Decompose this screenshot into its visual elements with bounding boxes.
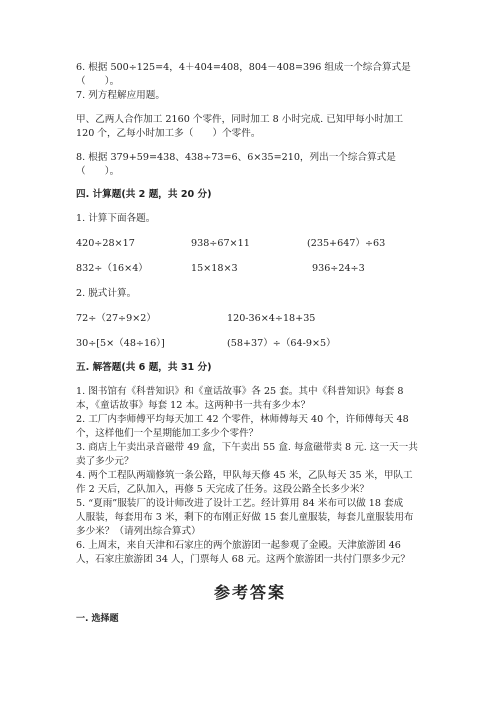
question-8-line-2: （ ）。 — [76, 166, 120, 177]
problem-line: 1. 图书馆有《科普知识》和《童话故事》各 25 套。其中《科普知识》每套 8 — [76, 386, 404, 397]
question-7-heading: 7. 列方程解应用题。 — [76, 90, 165, 101]
problem-line: 人，石家庄旅游团 34 人，门票每人 68 元。这两个旅游团一共付门票多少元？ — [76, 554, 411, 565]
section-5-heading: 五. 解答题(共 6 题，共 31 分) — [76, 362, 212, 373]
answers-title: 参考答案 — [213, 583, 286, 602]
question-6-line-2: （ ）。 — [76, 76, 120, 87]
question-7-line-2: 120 个，乙每小时加工多（ ）个零件。 — [76, 128, 261, 139]
calc-10: (58+37）÷（64-9×5） — [227, 338, 336, 349]
problem-line: 卖了多少元？ — [76, 456, 134, 467]
problem-line: 本，《童话故事》每套 12 本。这两种书一共有多少本？ — [76, 400, 311, 411]
problem-line: 5. “夏雨”服装厂的设计师改进了设计工艺。经计算用 84 米布可以做 18 套成 — [76, 498, 404, 509]
calc-8: 120-36×4÷18+35 — [227, 313, 316, 324]
calc-3: (235+647）÷63 — [307, 238, 386, 249]
calc-5: 15×18×3 — [191, 263, 238, 274]
problem-line: 个，这样他们一个星期能加工多少个零件？ — [76, 428, 259, 439]
calc-2: 938÷67×11 — [191, 238, 250, 249]
section-4-heading: 四. 计算题(共 2 题，共 20 分) — [76, 189, 212, 200]
calc-6: 936÷24÷3 — [312, 263, 365, 274]
problem-line: 3. 商店上午卖出录音磁带 49 盒，下午卖出 55 盒. 每盒磁带卖 8 元. 这一天一共 — [76, 442, 418, 453]
calc-1: 420÷28×17 — [76, 238, 135, 249]
question-8-line-1: 8. 根据 379+59=438、438÷73=6、6×35=210，列出一个综合算式是 — [76, 152, 396, 163]
problem-line: 作 2 天后，乙队加入，再修 5 天完成了任务。这段公路全长多少米？ — [76, 484, 370, 495]
problem-line: 人服装，每套用布 3 米，剩下的布刚正好做 15 套儿童服装，每套儿童服装用布 — [76, 512, 414, 523]
problem-line: 4. 两个工程队两端修筑一条公路，甲队每天修 45 米，乙队每天 35 米，甲队工 — [76, 470, 413, 481]
calc-4: 832÷（16×4） — [76, 263, 148, 274]
problem-line: 6. 上周末，来自天津和石家庄的两个旅游团一起参观了金殿。天津旅游团 46 — [76, 540, 401, 551]
question-7-line-1: 甲、乙两人合作加工 2160 个零件，同时加工 8 小时完成. 已知甲每小时加工 — [76, 114, 404, 125]
answers-section-1: 一. 选择题 — [76, 614, 119, 624]
problem-line: 2. 工厂内李师傅平均每天加工 42 个零件，林师傅每天 40 个，许师傅每天 48 — [76, 414, 409, 425]
section-4-sub-1: 1. 计算下面各题。 — [76, 213, 156, 224]
section-4-sub-2: 2. 脱式计算。 — [76, 288, 137, 299]
problem-line: 多少米？（请列出综合算式） — [76, 526, 201, 537]
calc-7: 72÷（27÷9×2） — [76, 313, 156, 324]
question-6-line-1: 6. 根据 500÷125=4，4＋404=408，804－408=396 组成一个综合算式是 — [76, 62, 411, 73]
calc-9: 30÷[5×（48÷16）] — [76, 338, 165, 349]
